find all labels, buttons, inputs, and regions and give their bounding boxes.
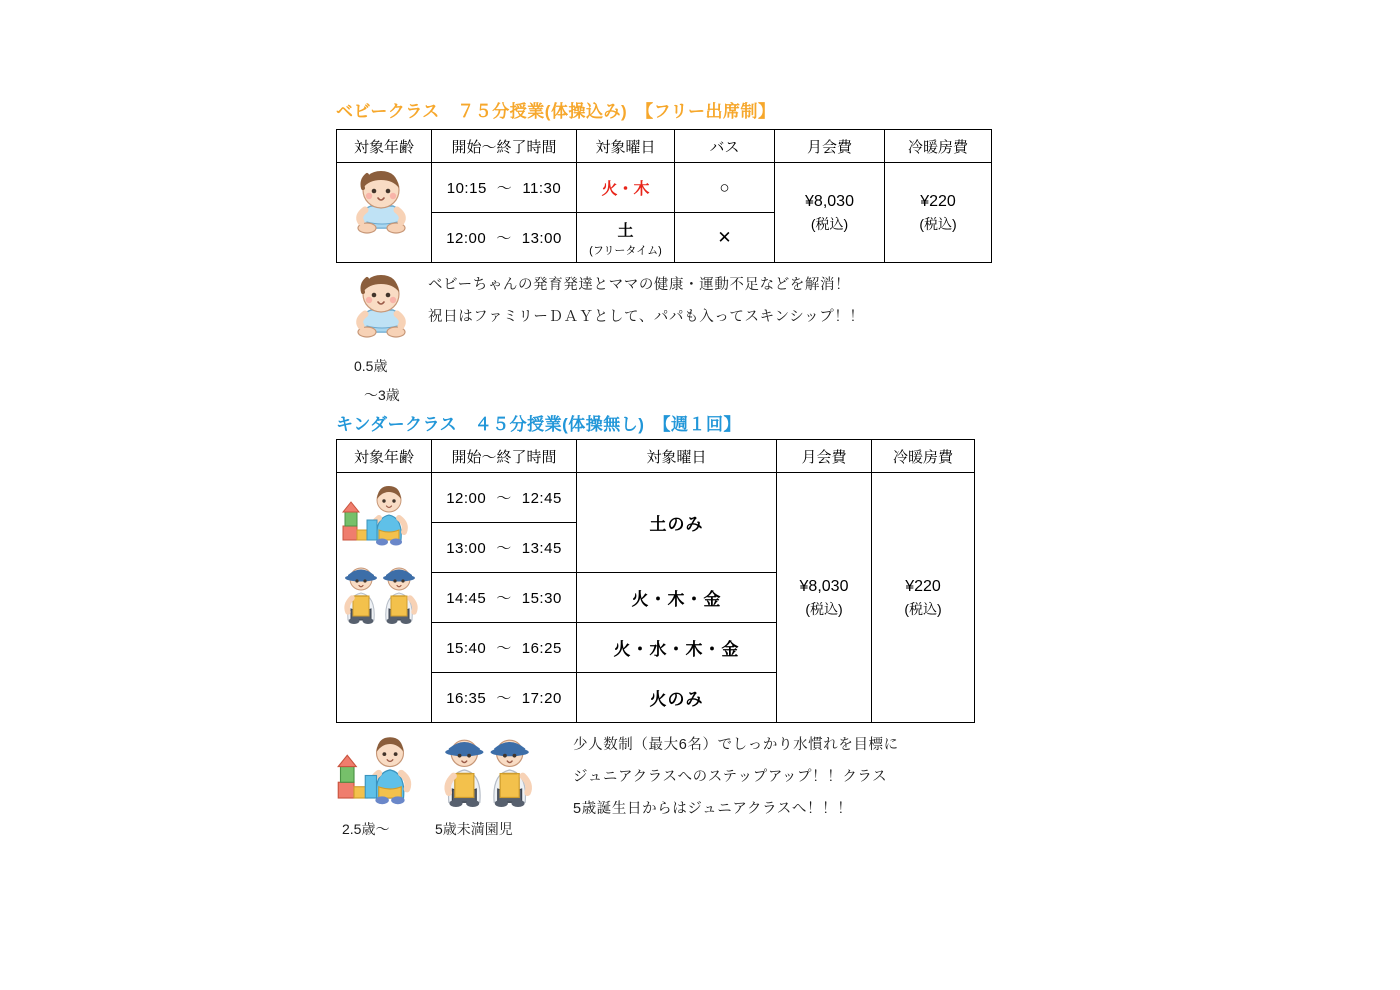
kinder-day-cell-2: [577, 573, 777, 623]
start-time: 10:15: [446, 180, 487, 197]
baby-bus-cell-2: [675, 213, 775, 263]
start-time: 16:35: [446, 690, 487, 707]
table-row: [337, 473, 975, 523]
baby-bus-cell-1: [675, 163, 775, 213]
col-header-fee: 月会費: [777, 440, 872, 473]
note-line: 5歳誕生日からはジュニアクラスへ！！！: [573, 800, 853, 817]
col-header-day: 対象曜日: [577, 440, 777, 473]
kinder-time-cell-2: [432, 523, 577, 573]
toddler-with-blocks-icon: [341, 484, 421, 548]
time-tilde: ～: [496, 640, 512, 657]
end-time: 12:45: [521, 490, 562, 507]
time-tilde: ～: [496, 690, 512, 707]
end-time: 16:25: [521, 640, 562, 657]
kinder-age-caption-left: 2.5歳～: [342, 821, 390, 837]
start-time: 12:00: [446, 230, 487, 247]
cross-mark-icon: ✕: [717, 227, 732, 247]
day-label: 火・木・金: [631, 590, 722, 609]
baby-class-schedule-table: [336, 129, 992, 263]
start-time: 12:00: [446, 490, 487, 507]
fee-tax-note: (税込): [805, 601, 843, 617]
kinder-time-cell-3: [432, 573, 577, 623]
baby-sitting-icon: [345, 166, 417, 238]
col-header-age: 対象年齢: [337, 130, 432, 163]
two-kindergarteners-icon: [438, 733, 536, 807]
end-time: 17:20: [521, 690, 562, 707]
heating-amount: ¥220: [920, 193, 956, 210]
col-header-bus: バス: [675, 130, 775, 163]
kinder-class-notes: [573, 730, 899, 826]
baby-class-title: ベビークラス ７５分授業(体操込み) 【フリー出席制】: [336, 102, 776, 121]
kinder-time-cell-1: [432, 473, 577, 523]
time-tilde: ～: [496, 590, 512, 607]
day-label: 火のみ: [649, 690, 704, 709]
note-line: ベビーちゃんの発育発達とママの健康・運動不足などを解消！: [428, 277, 851, 293]
time-tilde: ～: [496, 540, 512, 557]
col-header-age: 対象年齢: [337, 440, 432, 473]
time-tilde: ～: [496, 490, 512, 507]
toddler-with-blocks-icon: [336, 735, 426, 807]
kinder-age-caption-right: 5歳未満園児: [435, 821, 513, 837]
heating-tax-note: (税込): [919, 216, 957, 232]
kinder-time-cell-4: [432, 623, 577, 673]
table-header-row: [337, 130, 992, 163]
day-sub-label: (フリータイム): [589, 244, 662, 257]
baby-time-cell-2: [432, 213, 577, 263]
baby-sitting-icon: [345, 270, 417, 342]
kinder-day-cell-1: [577, 473, 777, 573]
end-time: 13:45: [521, 540, 562, 557]
baby-time-cell-1: [432, 163, 577, 213]
kinder-day-cell-3: [577, 623, 777, 673]
time-tilde: ～: [496, 180, 513, 197]
kinder-fee-cell: [777, 473, 872, 723]
fee-amount: ¥8,030: [805, 193, 854, 210]
kinder-class-schedule-table: [336, 439, 975, 723]
end-time: 15:30: [521, 590, 562, 607]
kinder-time-cell-5: [432, 673, 577, 723]
baby-age-caption-line2: ～3歳: [364, 387, 400, 403]
kinder-class-title: キンダークラス ４５分授業(体操無し) 【週１回】: [336, 415, 741, 434]
baby-age-caption-line1: 0.5歳: [354, 358, 388, 374]
day-label: 土のみ: [649, 515, 704, 534]
baby-class-notes: [428, 270, 865, 334]
fee-tax-note: (税込): [810, 216, 849, 232]
col-header-heating: 冷暖房費: [872, 440, 975, 473]
start-time: 15:40: [446, 640, 487, 657]
start-time: 13:00: [446, 540, 487, 557]
heating-tax-note: (税込): [904, 601, 942, 617]
col-header-time: 開始～終了時間: [432, 130, 577, 163]
col-header-day: 対象曜日: [577, 130, 675, 163]
baby-day-cell-1: [577, 163, 675, 213]
day-label: 土: [617, 222, 634, 240]
day-label: 火・水・木・金: [613, 640, 740, 659]
col-header-heating: 冷暖房費: [885, 130, 992, 163]
end-time: 11:30: [522, 180, 562, 197]
end-time: 13:00: [521, 230, 562, 247]
day-label-highlight: 火・木: [601, 181, 650, 198]
note-line: 少人数制（最大6名）でしっかり水慣れを目標に: [573, 737, 899, 753]
time-tilde: ～: [496, 230, 512, 247]
start-time: 14:45: [446, 590, 487, 607]
baby-fee-cell: [775, 163, 885, 263]
col-header-fee: 月会費: [775, 130, 885, 163]
table-header-row: [337, 440, 975, 473]
note-line: ジュニアクラスへのステップアップ！！クラス: [573, 768, 888, 785]
table-row: [337, 163, 992, 213]
kinder-day-cell-4: [577, 673, 777, 723]
fee-amount: ¥8,030: [799, 578, 849, 595]
two-kindergarteners-icon: [339, 562, 421, 624]
kinder-heating-cell: [872, 473, 975, 723]
baby-day-cell-2: [577, 213, 675, 263]
baby-heating-cell: [885, 163, 992, 263]
circle-mark-icon: ○: [719, 177, 730, 197]
col-header-time: 開始～終了時間: [432, 440, 577, 473]
note-line: 祝日はファミリーＤＡＹとして、パパも入ってスキンシップ！！: [428, 308, 865, 325]
heating-amount: ¥220: [905, 578, 941, 595]
